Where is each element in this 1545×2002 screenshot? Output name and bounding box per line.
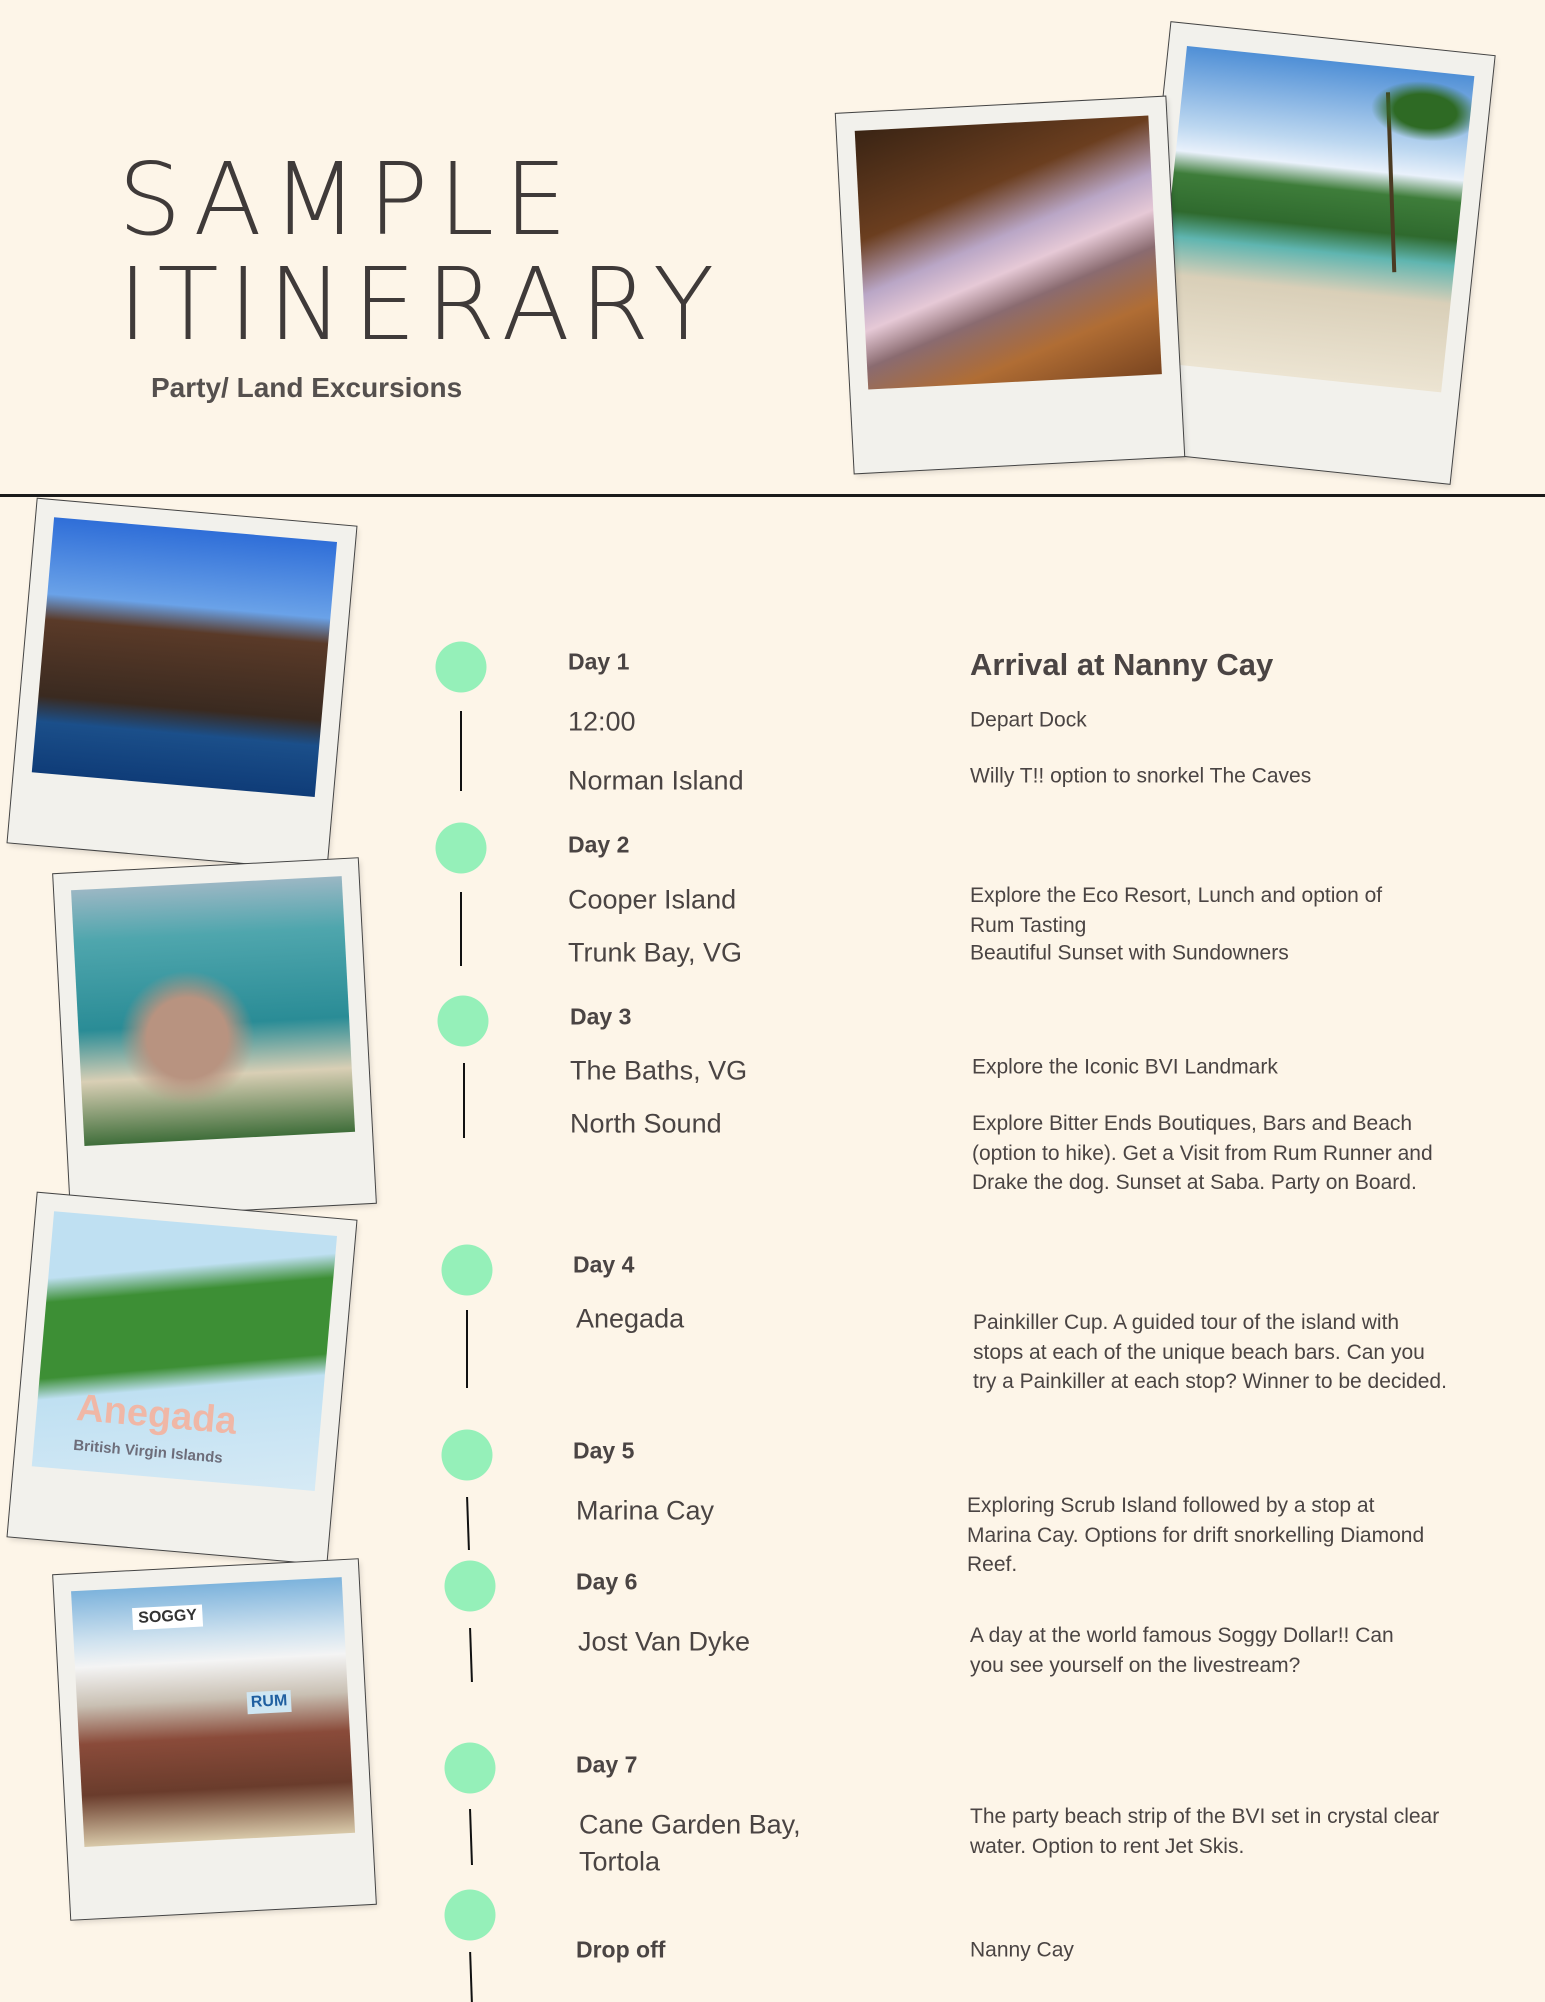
day5-label: Day 5 [573,1437,635,1464]
rum-sign: RUM [246,1690,292,1714]
polaroid-anegada-map [8,1193,357,1565]
day4-place: Anegada [576,1303,685,1334]
timeline-dot-day5 [442,1430,493,1481]
soggy-sign: SOGGY [132,1605,204,1631]
day3-place1: The Baths, VG [570,1055,748,1086]
page-subtitle: Party/ Land Excursions [151,372,463,403]
day2-label: Day 2 [568,831,630,858]
timeline-line [463,1063,465,1138]
timeline-line [469,1628,473,1682]
day5-desc: Exploring Scrub Island followed by a stop at Marina Cay. Options for drift snorkelling Diamond Reef. [967,1494,1425,1576]
timeline-dot-day3 [438,996,489,1047]
timeline-line [466,1497,470,1550]
day2-place1: Cooper Island [568,884,737,915]
map-label: Anegada [74,1386,239,1443]
day4-desc: Painkiller Cup. A guided tour of the island with stops at each of the unique beach bars. Can you try a Painkiller at each stop? Winner to be decided. [973,1311,1447,1393]
day2-place1-desc: Explore the Eco Resort, Lunch and option of Rum Tasting [970,884,1383,937]
day1-place: Norman Island [568,765,744,796]
map-sublabel: British Virgin Islands [72,1436,224,1467]
dropoff-label: Drop off [576,1936,666,1963]
timeline-dot-day1 [436,642,487,693]
day6-desc: A day at the world famous Soggy Dollar!! Can you see yourself on the livestream? [970,1624,1394,1677]
day1-time-desc: Depart Dock [970,708,1087,732]
day7-place-line2: Tortola [579,1846,661,1877]
timeline-dot-day7 [445,1743,496,1794]
day4-label: Day 4 [573,1251,635,1278]
day3-label: Day 3 [570,1003,632,1030]
timeline-dot-day6 [445,1561,496,1612]
day7-label: Day 7 [576,1751,638,1778]
day6-label: Day 6 [576,1568,638,1595]
day3-place2-desc: Explore Bitter Ends Boutiques, Bars and Beach (option to hike). Get a Visit from Rum Runner and Drake the dog. Sunset at Saba. Party on Board. [972,1112,1433,1194]
anegada-map-photo [31,1211,337,1490]
polaroid-the-baths [53,858,376,1218]
day1-time: 12:00 [568,706,636,737]
polaroid-restaurant [836,97,1184,474]
timeline-dot-day4 [442,1245,493,1296]
day5-place: Marina Cay [576,1495,715,1526]
day1-place-desc: Willy T!! option to snorkel The Caves [970,764,1312,788]
day1-heading: Arrival at Nanny Cay [970,647,1274,682]
day2-place2: Trunk Bay, VG [568,937,743,968]
timeline-line [469,1952,473,2002]
page-title-line1: SAMPLE [118,141,578,258]
timeline-line [460,892,462,966]
pirate-ship-bar-photo [31,517,337,796]
page-title-line2: ITINERARY [118,246,725,363]
soggy-dollar-bar-photo [71,1577,355,1846]
polaroid-pirate-ship [8,499,357,871]
timeline-dot-day2 [436,823,487,874]
dropoff-desc: Nanny Cay [970,1938,1074,1962]
timeline-line [469,1809,473,1865]
day6-place: Jost Van Dyke [578,1626,751,1657]
timeline-line [460,711,462,791]
timeline-line [466,1310,468,1388]
day7-place-line1: Cane Garden Bay, [579,1809,801,1840]
polaroid-soggy-dollar [53,1559,376,1919]
day7-desc: The party beach strip of the BVI set in crystal clear water. Option to rent Jet Skis. [970,1805,1440,1858]
timeline-dot-dropoff [445,1890,496,1941]
day1-label: Day 1 [568,648,630,675]
day3-place1-desc: Explore the Iconic BVI Landmark [972,1055,1278,1079]
restaurant-dock-sunset-photo [855,116,1162,390]
palm-beach-bay-photo [1154,45,1475,392]
header-divider [0,494,1545,497]
day2-place2-desc: Beautiful Sunset with Sundowners [970,941,1289,965]
day3-place2: North Sound [570,1108,722,1139]
the-baths-boulders-photo [71,876,355,1145]
